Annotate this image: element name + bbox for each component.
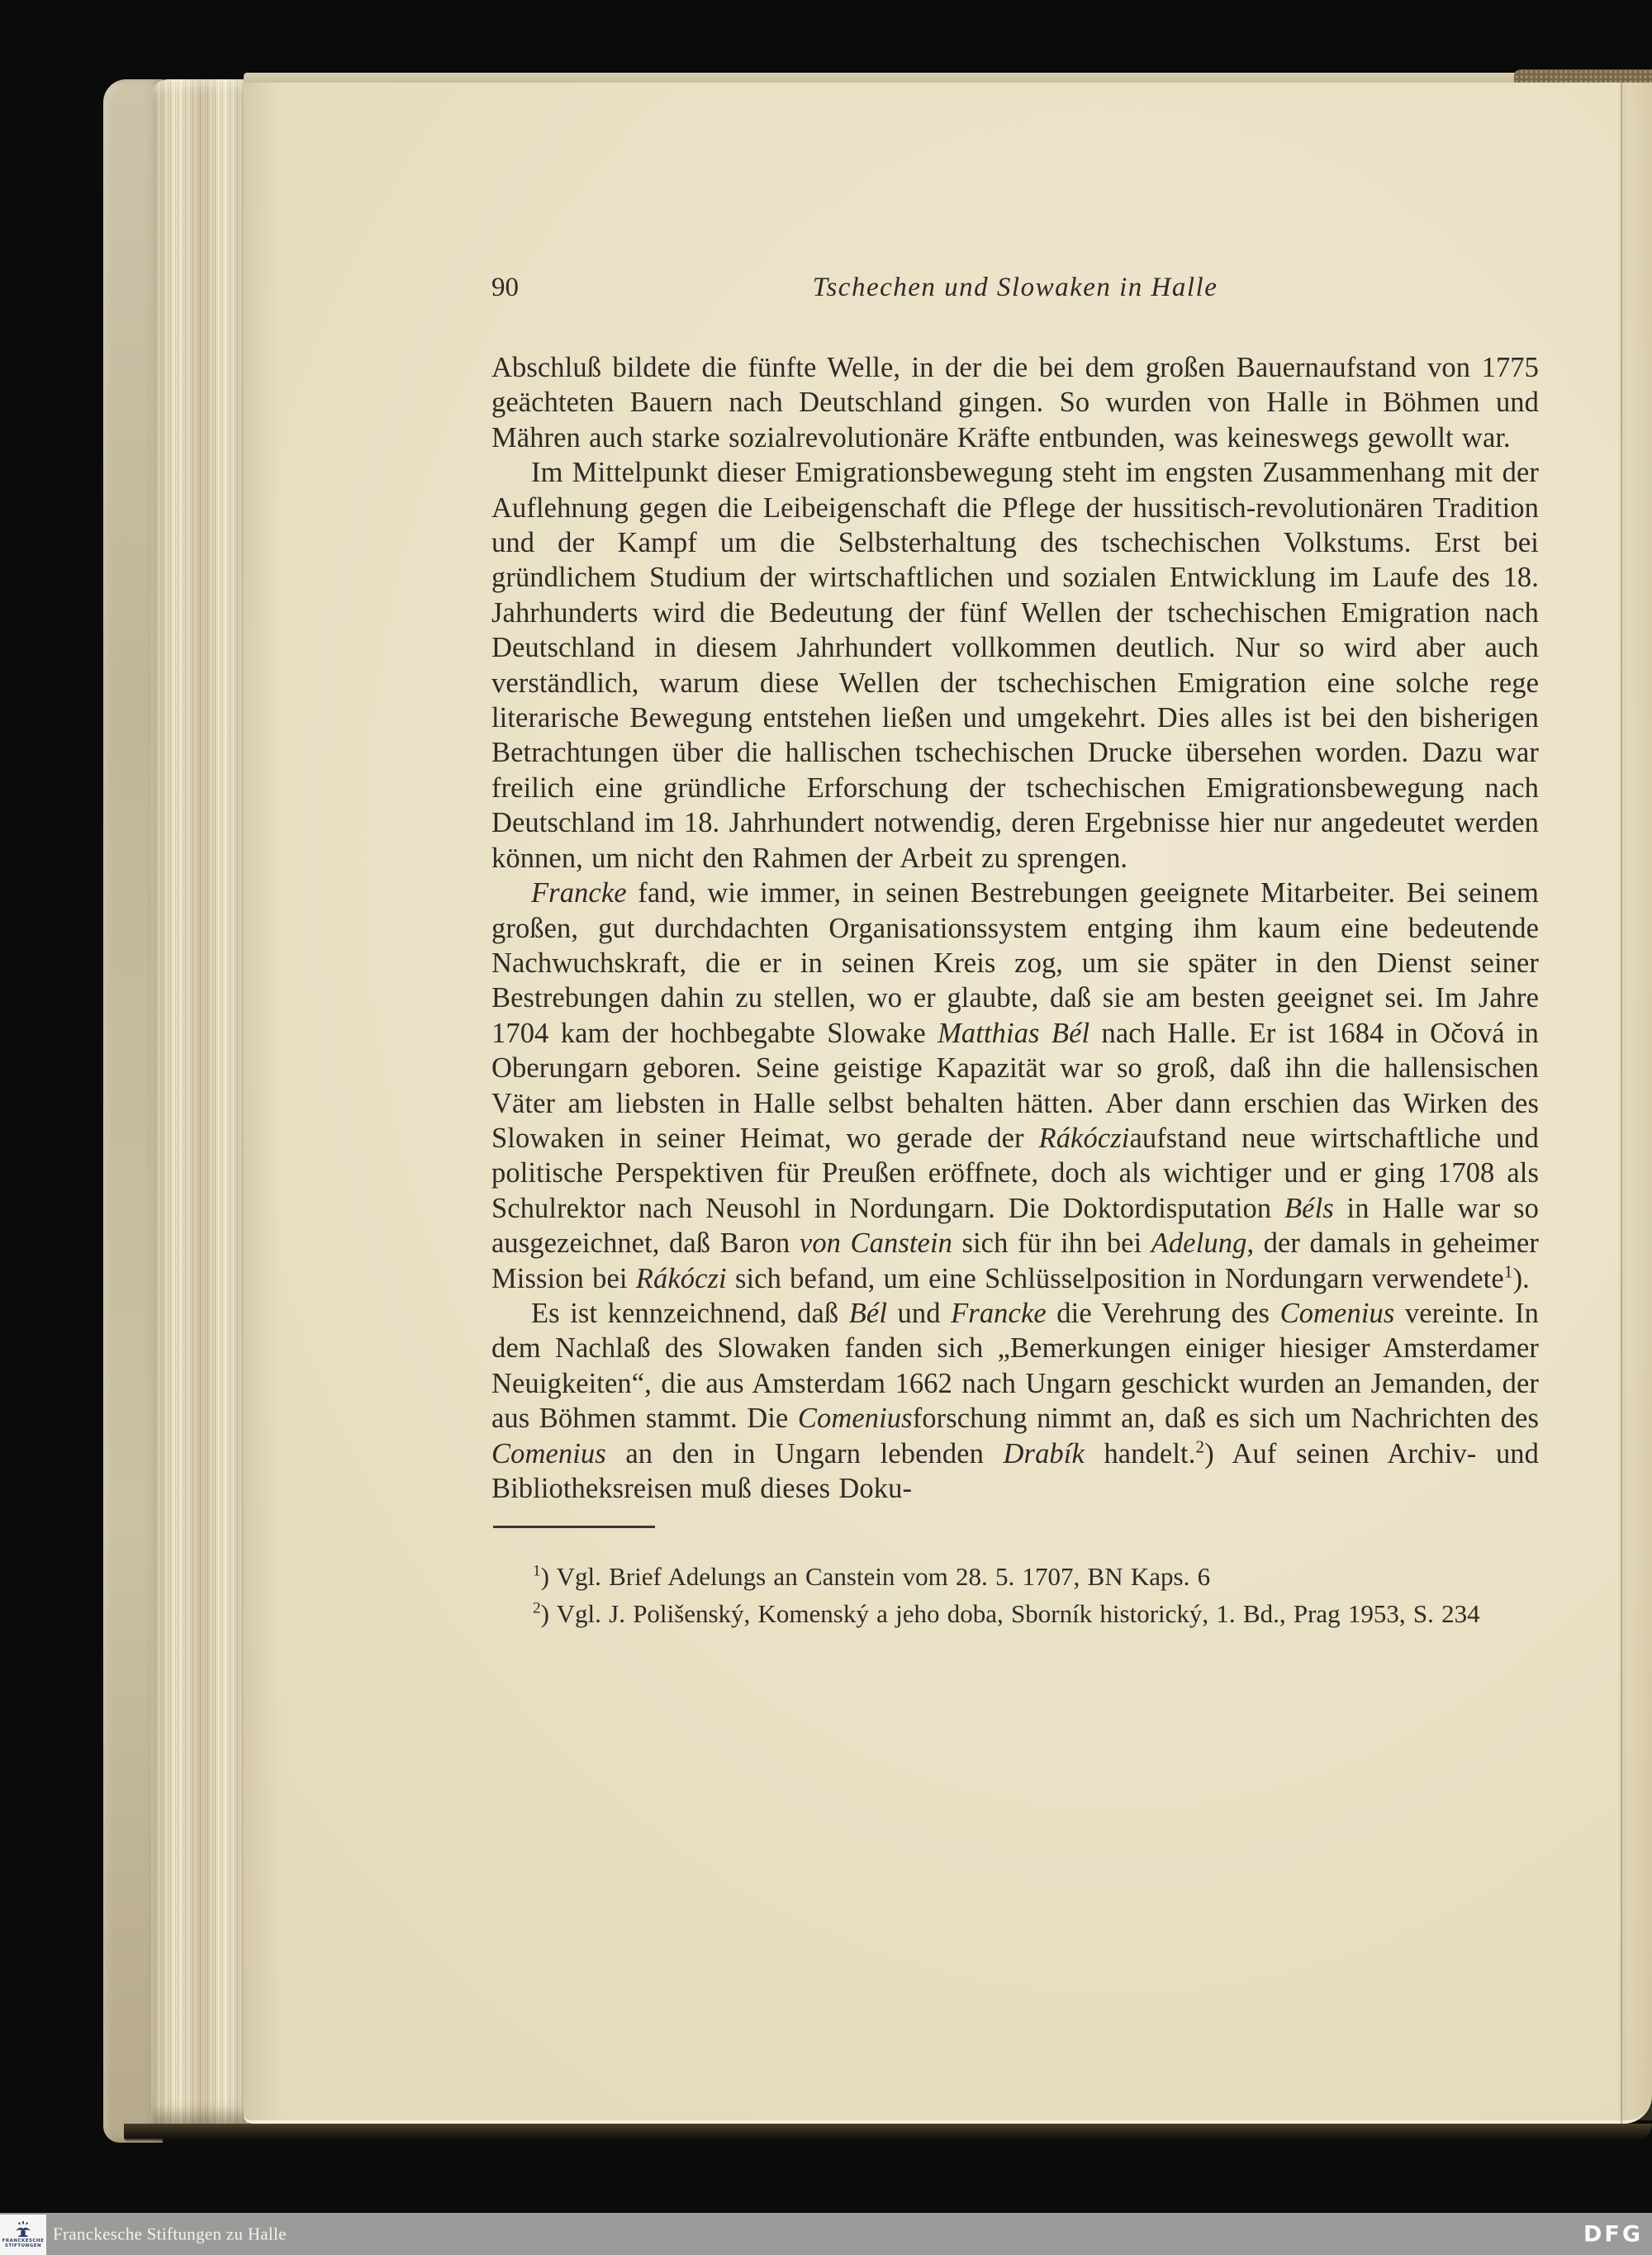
paragraph: Es ist kennzeichnend, daß Bél und Francke die Verehrung des Comenius vereinte. In dem Nachlaß des Slowaken fanden sich „Bemerkungen einiger hiesiger Amsterdamer Neuigkeiten“, die aus Amsterdam 1662 nach Ungarn geschickt wurden an Jemanden, der aus Böhmen stammt. Die Comeniusforschung nimmt an, daß es sich um Nachrichten des Comenius an den in Ungarn lebenden Drabík handelt.$^2$) Auf seinen Archiv- und Bibliotheksreisen muß dieses Doku- — [491, 1297, 1540, 1504]
footnote-marker-paren: ) — [540, 1562, 557, 1592]
dfg-logo: DFG — [1583, 2221, 1643, 2247]
footnote-text: Vgl. Brief Adelungs an Canstein vom 28. 5. 1707, BN Kaps. 6 — [556, 1562, 1211, 1592]
footnote-marker: 1 — [533, 1563, 541, 1581]
library-logo-line2: STIFTUNGEN — [4, 2243, 42, 2248]
library-logo-text — [2, 2238, 45, 2249]
footnotes-section — [491, 1526, 1539, 1632]
page-number: 90 — [491, 273, 519, 302]
franckesche-emblem-icon — [14, 2221, 32, 2238]
paragraph: Abschluß bildete die fünfte Welle, in der die bei dem großen Bauernaufstand von 1775 geächteten Bauern nach Deutschland gingen. So wurden von Halle in Böhmen und Mähren auch starke sozialrevolutionäre Kräfte entbunden, was keineswegs gewollt war. — [491, 352, 1539, 453]
page-bottom-shadow — [124, 2124, 1652, 2142]
viewer-footer-bar — [0, 2213, 1652, 2255]
page-header — [491, 273, 1539, 309]
footnote-item — [491, 1558, 1539, 1595]
library-logo-line1: FRANCKESCHE — [2, 2238, 45, 2243]
footnote-item — [491, 1595, 1539, 1632]
footnote-text: Vgl. J. Polišenský, Komenský a jeho doba, Sborník historický, 1. Bd., Prag 1953, S. 234 — [556, 1599, 1480, 1629]
page-text-block — [491, 273, 1539, 1632]
running-title: Tschechen und Slowaken in Halle — [812, 273, 1218, 302]
library-name-label: Franckesche Stiftungen zu Halle — [53, 2224, 287, 2243]
body-text — [491, 350, 1539, 1506]
library-logo-badge — [0, 2215, 46, 2255]
page-gutter-crease — [1621, 83, 1622, 2124]
book-page — [244, 83, 1652, 2124]
footnote-separator-rule — [493, 1526, 655, 1528]
paragraph: Im Mittelpunkt dieser Emigrationsbewegung steht im engsten Zusammenhang mit der Auflehnung gegen die Leibeigenschaft die Pflege der hussitisch-revolutionären Tradition und der Kampf um die Selbsterhaltung des tschechischen Volkstums. Erst bei gründlichem Studium der wirtschaftlichen und sozialen Entwicklung im Laufe des 18. Jahrhunderts wird die Bedeutung der fünf Wellen der tschechischen Emigration nach Deutschland in diesem Jahrhundert vollkommen deutlich. Nur so wird aber auch verständlich, warum diese Wellen der tschechischen Emigration eine solche rege literarische Bewegung entstehen ließen und umgekehrt. Dies alles ist bei den bisherigen Betrachtungen über die hallischen tschechischen Drucke übersehen worden. Dazu war freilich eine gründliche Erforschung der tschechischen Emigrationsbewegung nach Deutschland im 18. Jahrhundert notwendig, deren Ergebnisse hier nur angedeutet werden können, um nicht den Rahmen der Arbeit zu sprengen. — [491, 457, 1539, 874]
paragraph: Francke fand, wie immer, in seinen Bestrebungen geeignete Mitarbeiter. Bei seinem großen, gut durchdachten Organisationssystem entging ihm kaum eine bedeutende Nachwuchskraft, die er in seinen Kreis zog, um sie später in den Dienst seiner Bestrebungen dahin zu stellen, wo er glaubte, daß sie am besten geeignet sei. Im Jahre 1704 kam der hochbegabte Slowake Matthias Bél nach Halle. Er ist 1684 in Očová in Oberungarn geboren. Seine geistige Kapazität war so groß, daß ihn die hallensischen Väter am liebsten in Halle selbst behalten hätten. Aber dann erschien das Wirken des Slowaken in seiner Heimat, wo gerade der Rákócziaufstand neue wirtschaftliche und politische Perspektiven für Preußen eröffnete, doch als wichtiger und er ging 1708 als Schulrektor nach Neusohl in Nordungarn. Die Doktordisputation Béls in Halle war so ausgezeichnet, daß Baron von Canstein sich für ihn bei Adelung, der damals in geheimer Mission bei Rákóczi sich befand, um eine Schlüsselposition in Nordungarn verwendete$^1$). — [491, 877, 1540, 1294]
footnote-marker: 2 — [533, 1600, 541, 1618]
footnote-marker-paren: ) — [540, 1599, 557, 1629]
page-fore-edge-stack — [151, 79, 249, 2124]
